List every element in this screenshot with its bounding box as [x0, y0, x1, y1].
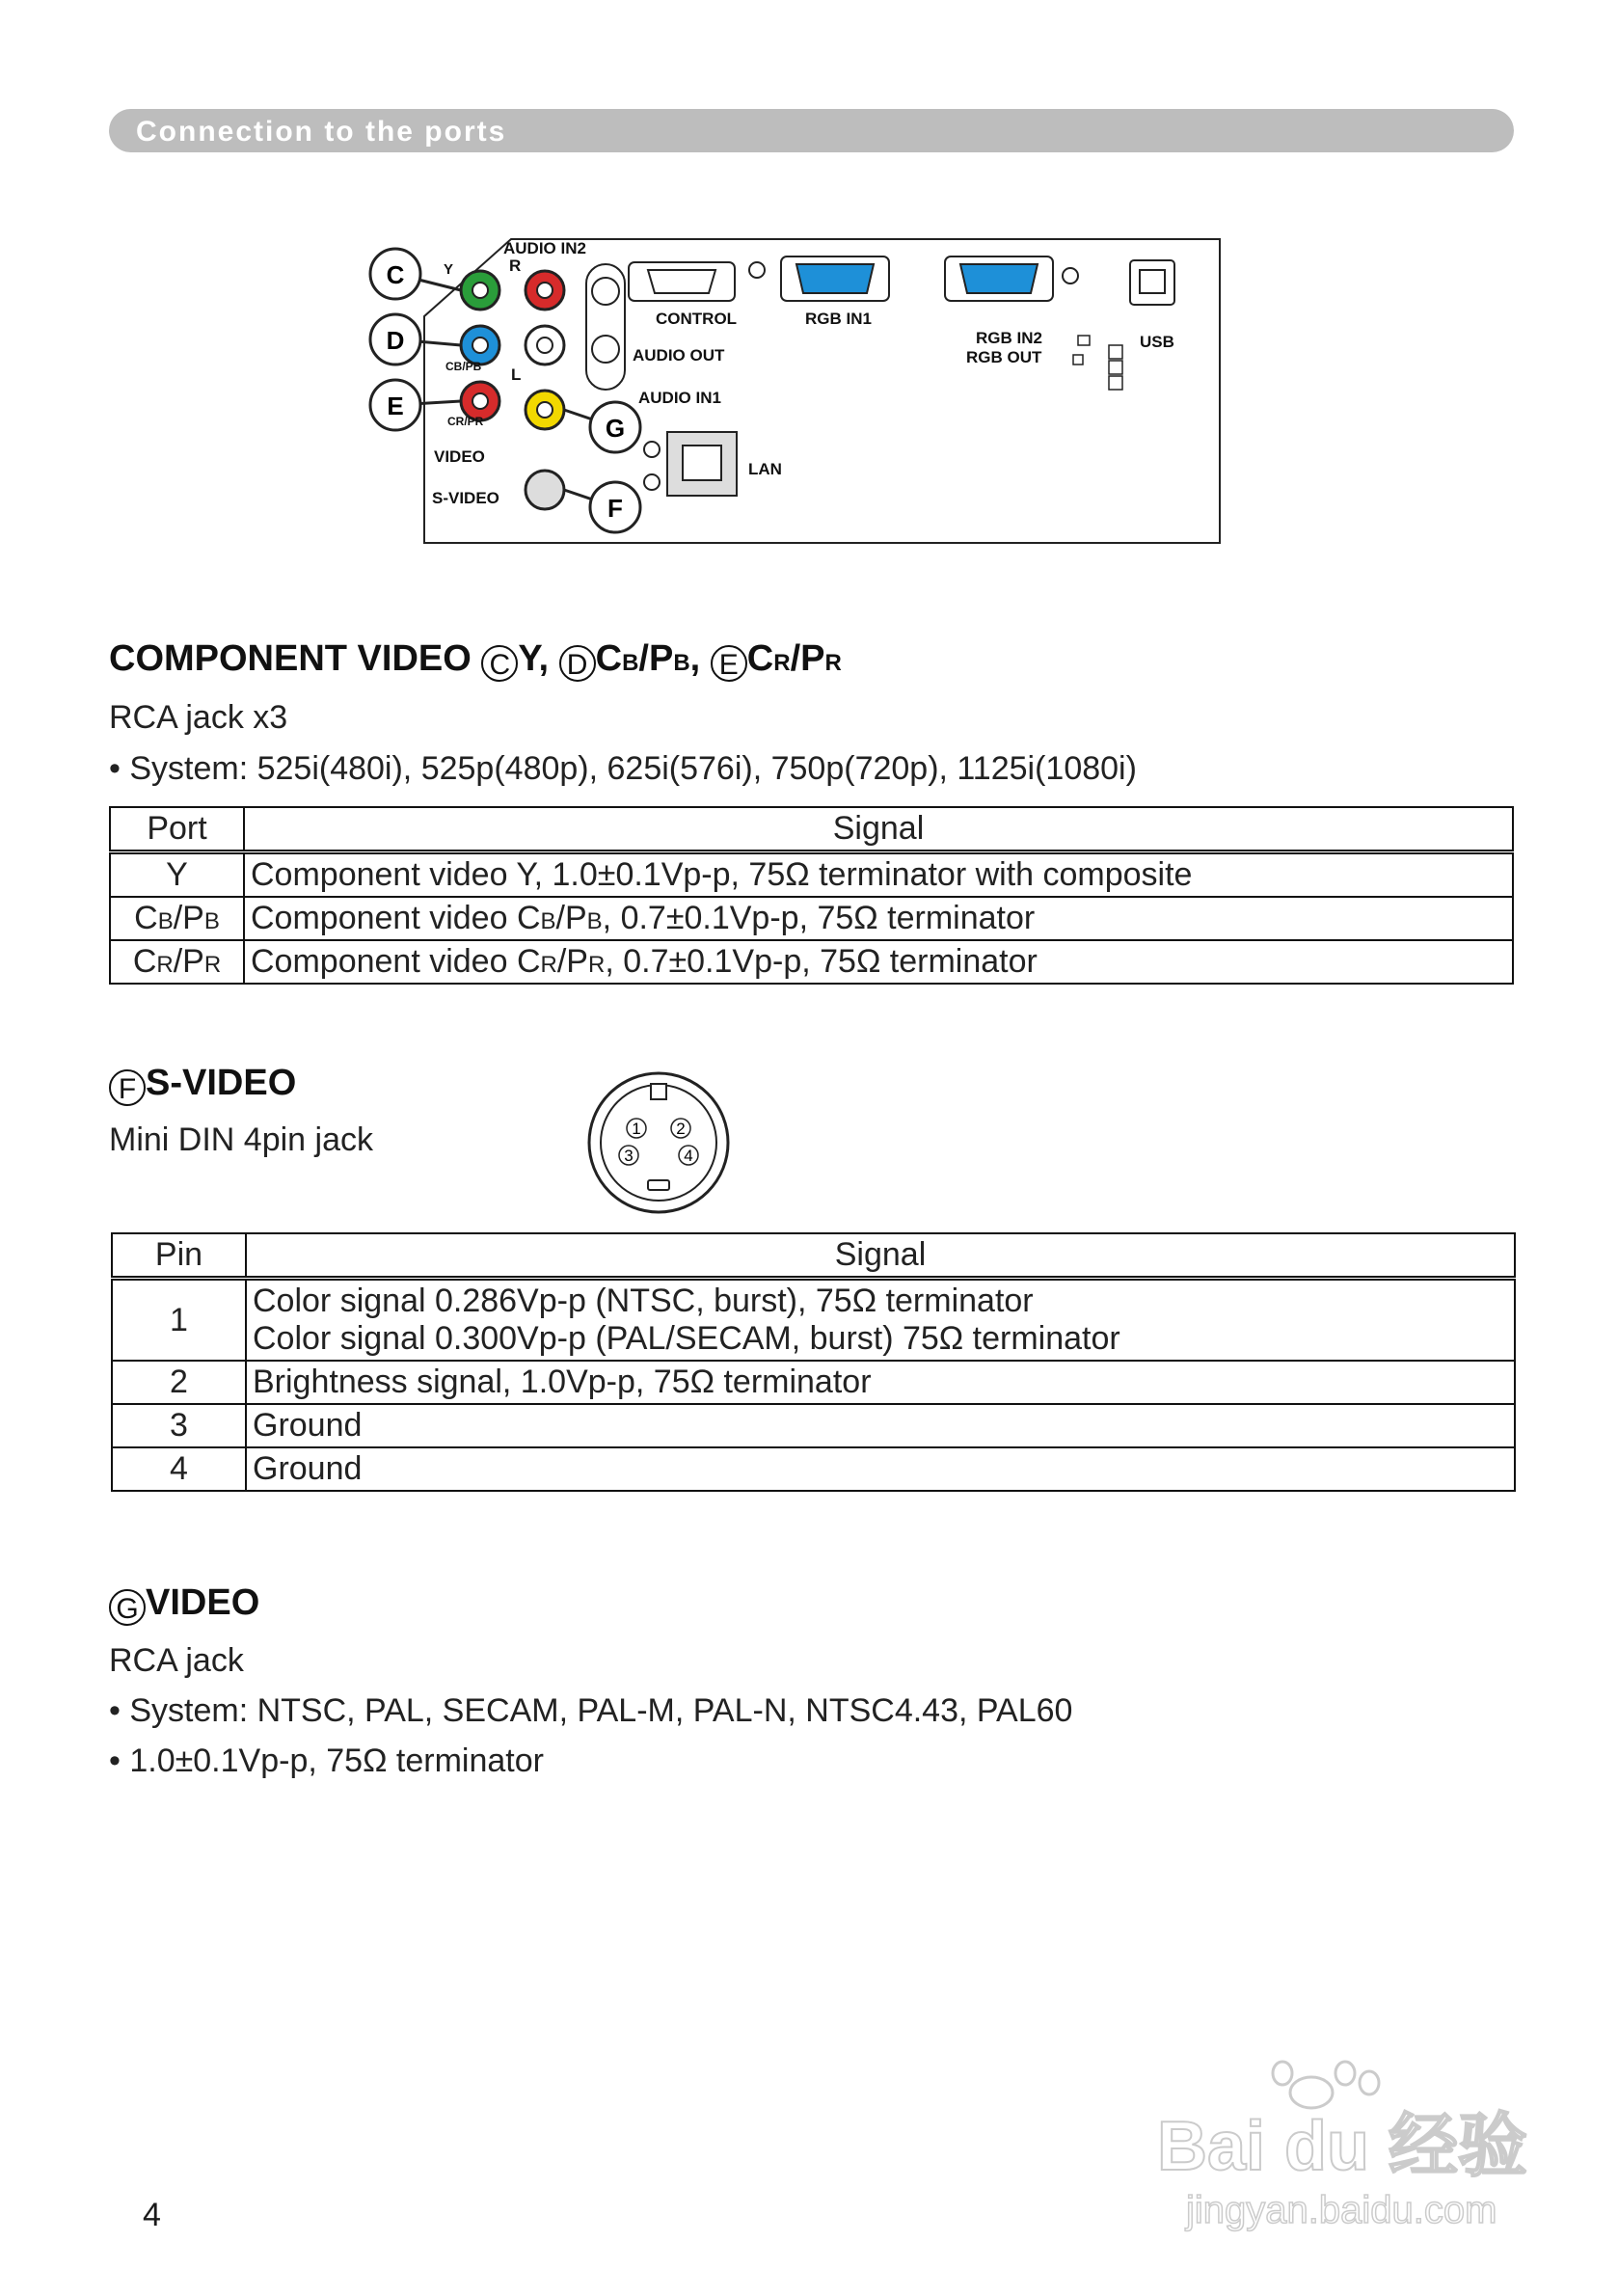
svideo-port — [526, 471, 564, 509]
watermark-brand: Bai du 经验 — [1157, 2108, 1528, 2185]
label-cr-pr: CR/PR — [447, 415, 484, 428]
col-header-signal: Signal — [244, 807, 1513, 852]
label-l: L — [511, 365, 522, 384]
section-header-bar — [109, 109, 1514, 152]
jack-y — [461, 271, 499, 310]
svg-text:C: C — [386, 260, 405, 289]
col-header-pin: Pin — [112, 1233, 246, 1279]
label-audio-out: AUDIO OUT — [633, 346, 725, 365]
label-control: CONTROL — [656, 310, 738, 328]
marker-g: G — [109, 1589, 146, 1626]
label-usb: USB — [1140, 333, 1174, 351]
col-header-port: Port — [110, 807, 244, 852]
label-lan: LAN — [748, 460, 782, 478]
pin-4-label: 4 — [684, 1147, 693, 1165]
label-rgb-in2: RGB IN2 — [976, 329, 1042, 347]
marker-f: F — [109, 1069, 146, 1106]
jack-video — [526, 391, 564, 429]
component-signal-table — [109, 806, 1514, 985]
label-video: VIDEO — [434, 447, 485, 466]
label-s-video: S-VIDEO — [432, 489, 499, 507]
pin-3-label: 3 — [624, 1147, 634, 1165]
rgb-in2-port — [945, 257, 1053, 301]
component-video-heading: COMPONENT VIDEO C Y, D CB/PB, E CR/PR — [109, 638, 842, 681]
label-audio-in2: AUDIO IN2 — [503, 239, 586, 257]
svideo-signal-table — [111, 1232, 1516, 1492]
jack-audio-in2-r — [526, 271, 564, 310]
jack-audio-in2-l — [526, 326, 564, 365]
label-rgb-out: RGB OUT — [966, 348, 1042, 366]
table-row: CB/PB Component video CB/PB, 0.7±0.1Vp-p, 75Ω terminator — [110, 897, 1513, 940]
jack-cb-pb — [461, 326, 499, 365]
component-jack-type: RCA jack x3 — [109, 699, 288, 736]
svg-text:G: G — [605, 414, 626, 443]
marker-c: C — [481, 645, 518, 682]
pin-2-label: 2 — [676, 1120, 686, 1138]
control-port — [629, 262, 735, 301]
label-audio-in1: AUDIO IN1 — [638, 389, 721, 407]
video-heading: G VIDEO — [109, 1582, 259, 1626]
svg-text:D: D — [386, 326, 405, 355]
svg-text:F: F — [607, 494, 623, 523]
lan-port — [667, 432, 737, 496]
marker-d: D — [559, 645, 596, 682]
table-row: 2 Brightness signal, 1.0Vp-p, 75Ω terminator — [112, 1361, 1515, 1404]
watermark-url: jingyan.baidu.com — [1186, 2189, 1497, 2231]
svideo-jack-type: Mini DIN 4pin jack — [109, 1121, 373, 1158]
video-jack-type: RCA jack — [109, 1642, 244, 1679]
table-row: Y Component video Y, 1.0±0.1Vp-p, 75Ω terminator with composite — [110, 852, 1513, 898]
usb-port — [1130, 260, 1174, 305]
baidu-watermark-logo — [1147, 2054, 1533, 2247]
rgb-in1-port — [781, 257, 889, 301]
section-header-title: Connection to the ports — [136, 116, 507, 148]
video-spec: • 1.0±0.1Vp-p, 75Ω terminator — [109, 1742, 544, 1779]
label-r: R — [509, 257, 522, 275]
component-system: • System: 525i(480i), 525p(480p), 625i(576i), 750p(720p), 1125i(1080i) — [109, 750, 1137, 787]
label-rgb-in1: RGB IN1 — [805, 310, 872, 328]
table-row: 4 Ground — [112, 1447, 1515, 1491]
pin-1-label: 1 — [632, 1120, 641, 1138]
marker-e: E — [711, 645, 747, 682]
label-y: Y — [444, 261, 454, 278]
table-row: 1 Color signal 0.286Vp-p (NTSC, burst), 75Ω terminator Color signal 0.300Vp-p (PAL/SECAM, burst) 75Ω terminator — [112, 1279, 1515, 1362]
table-row: 3 Ground — [112, 1404, 1515, 1447]
video-system: • System: NTSC, PAL, SECAM, PAL-M, PAL-N, NTSC4.43, PAL60 — [109, 1692, 1073, 1729]
table-row: CR/PR Component video CR/PR, 0.7±0.1Vp-p, 75Ω terminator — [110, 940, 1513, 984]
connector-panel-diagram — [366, 230, 1225, 548]
label-cb-pb: CB/PB — [445, 360, 482, 373]
svideo-heading: F S-VIDEO — [109, 1063, 296, 1106]
col-header-signal: Signal — [246, 1233, 1515, 1279]
svg-text:E: E — [387, 392, 404, 420]
page-number: 4 — [143, 2197, 161, 2233]
mini-din-pinout-icon — [586, 1070, 731, 1215]
